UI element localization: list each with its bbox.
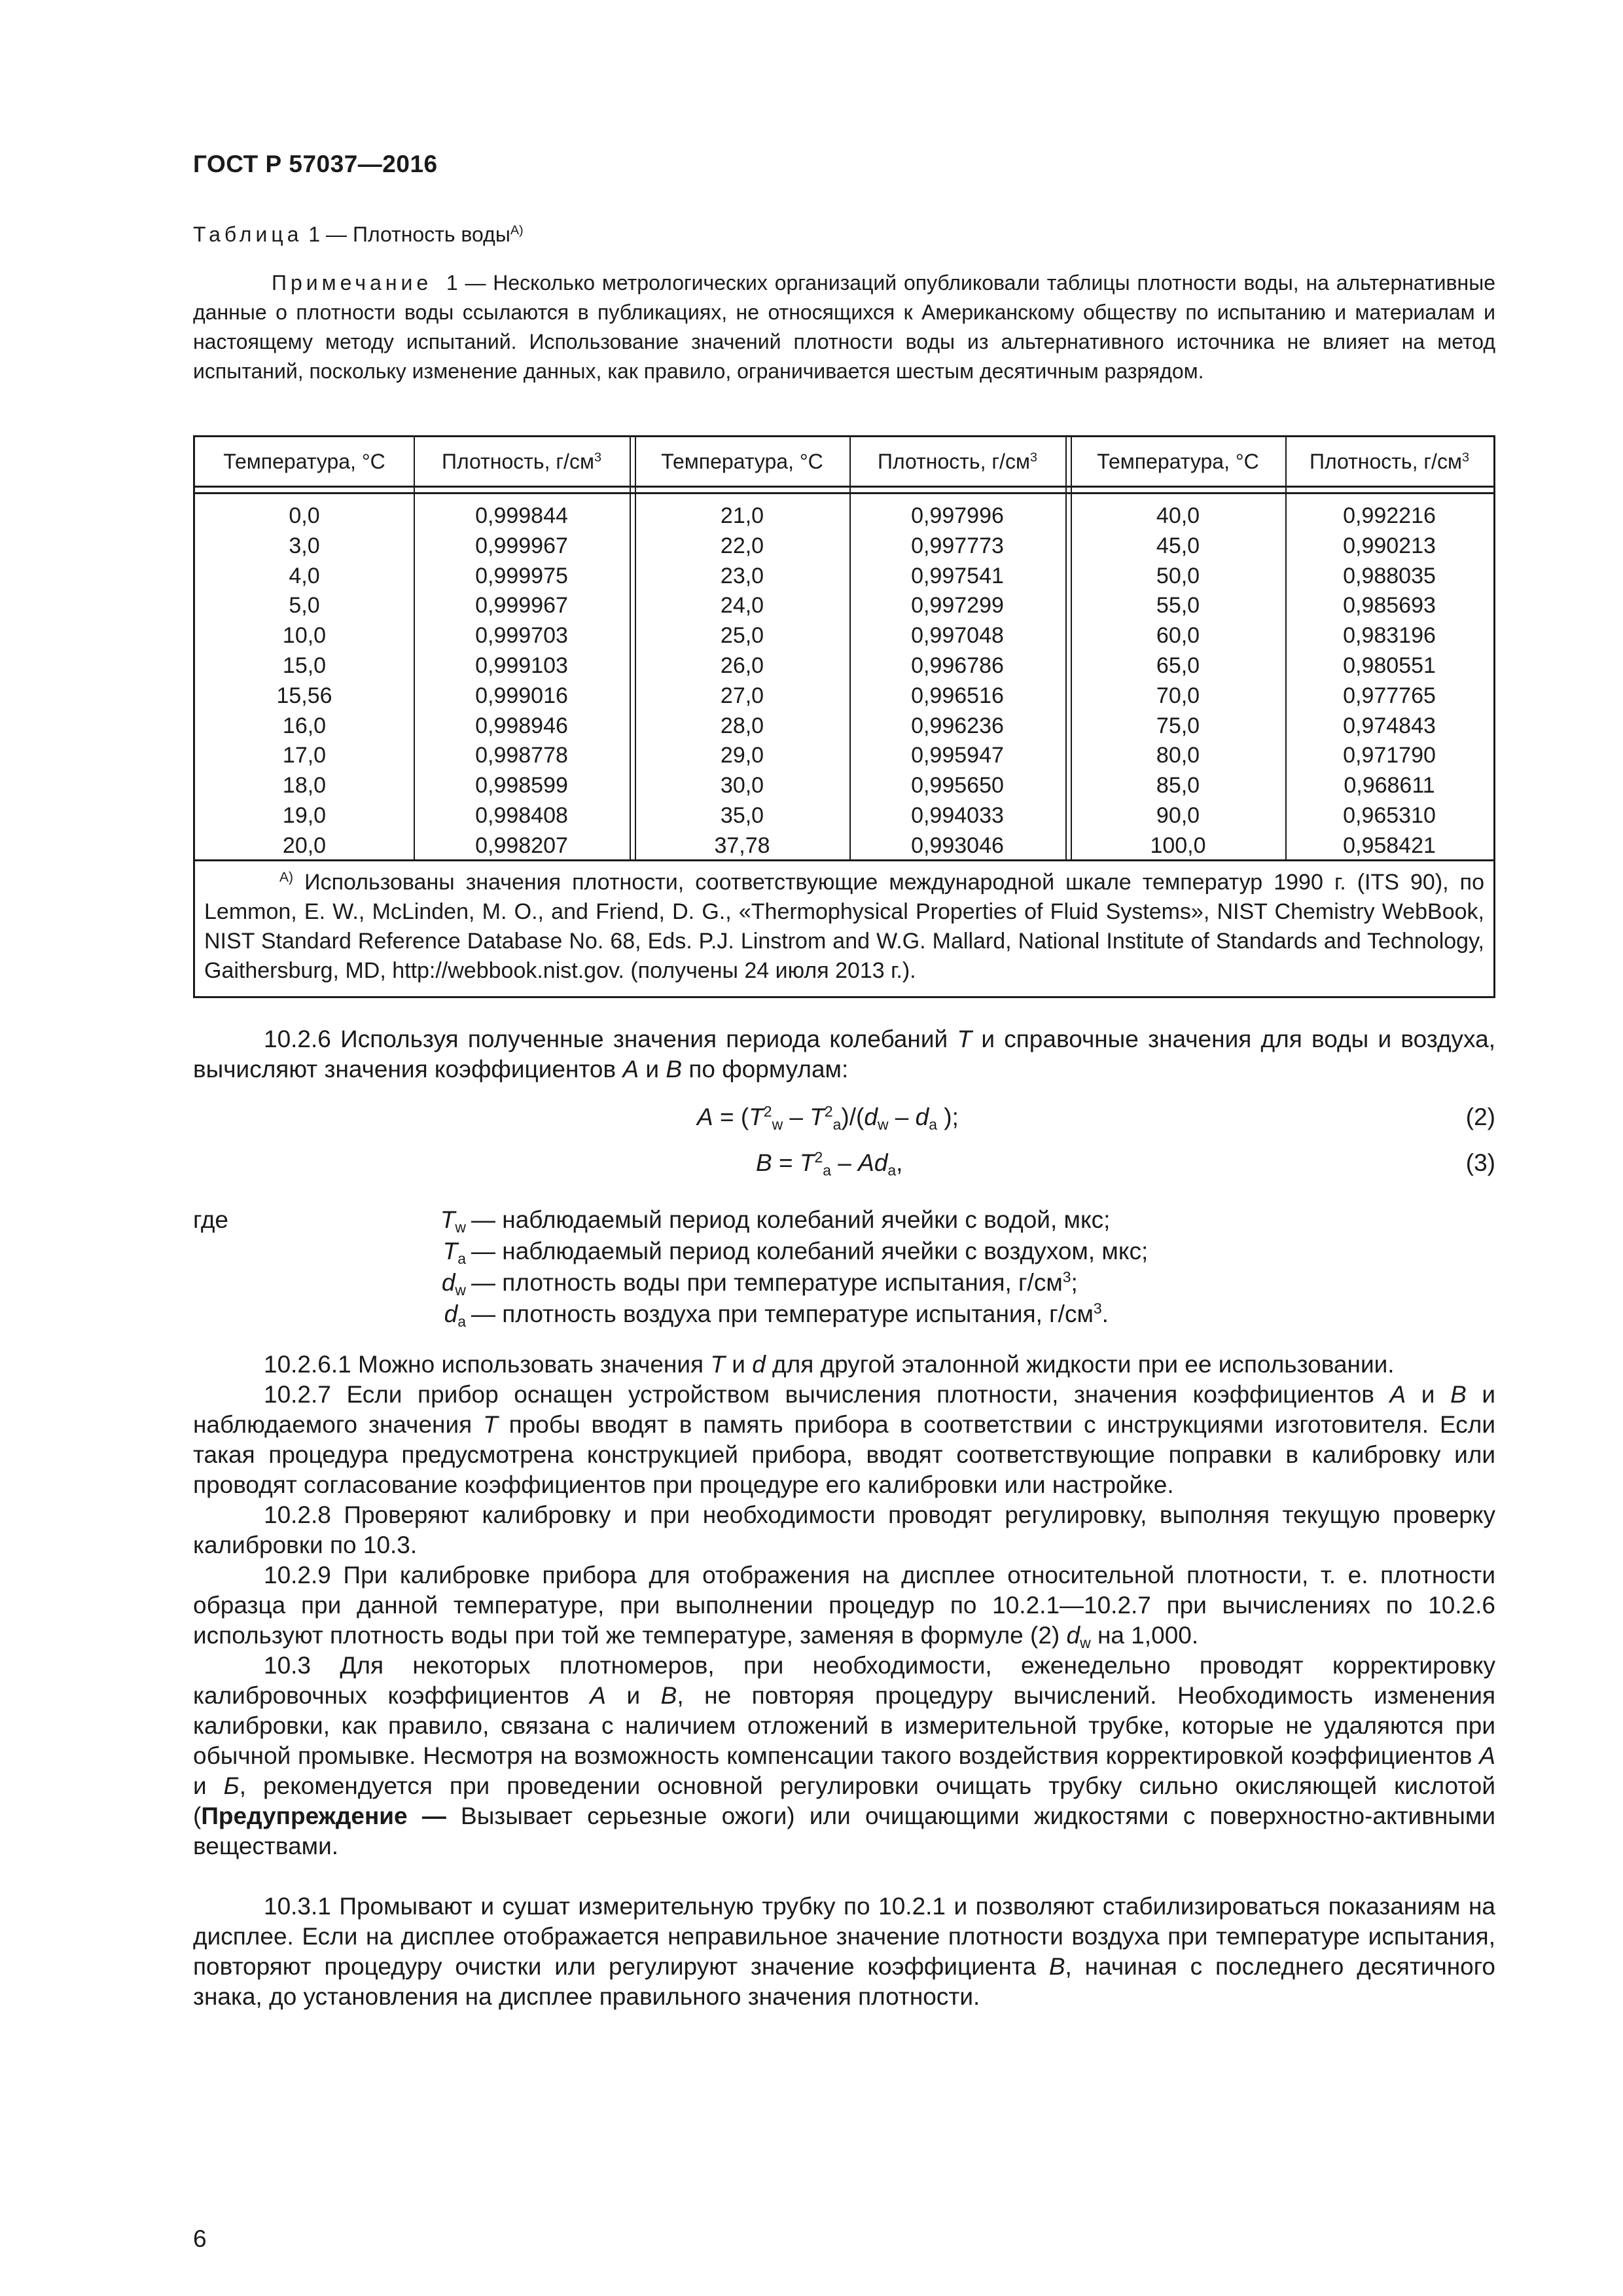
header-density-1: Плотность, $г/см^3$ — [442, 450, 601, 473]
formula-2-number: (2) — [1465, 1103, 1495, 1130]
paragraph-10-2-6: 10.2.6 Используя полученные значения периода колебаний T и справочные значения для воды и воздуха, вычисляют значения коэффициентов A и B по формулам: — [193, 1026, 1496, 1083]
table-note — [193, 268, 1495, 386]
definition-row: $T_a$ — наблюдаемый период колебаний ячейки с воздухом, мкс; — [442, 1238, 1149, 1267]
paragraph-10-2-7: 10.2.7 Если прибор оснащен устройством вычисления плотности, значения коэффициентов A и B и наблюдаемого значения T пробы вводят в память прибора в соответствии с инструкциями изготовителя. Если такая процедура предусмотрена конструкцией прибора, вводят соответствующие поправки в калибровку или проводят согласование коэффициентов при процедуре его калибровки или настройке. — [193, 1381, 1496, 1498]
definition-row: $d_a$ — плотность воздуха при температуре испытания, $г/см^3$. — [444, 1300, 1109, 1330]
formula-3: $B = T^2_a - Ad_a$, — [756, 1149, 903, 1179]
density-column-2: 0,997996 0,997773 0,997541 0,997299 0,997048 0,996786 0,996516 0,996236 0,995947 0,995650 0,994033 0,993046 — [911, 503, 1004, 858]
temp-column-3: 40,0 45,0 50,0 55,0 60,0 65,0 70,0 75,0 80,0 85,0 90,0 100,0 — [1150, 503, 1206, 858]
header-double-line — [195, 492, 1493, 494]
table-caption-number: 1 — [308, 223, 321, 246]
table-footnote — [204, 868, 1484, 986]
document-header: ГОСТ Р 57037—2016 — [193, 151, 438, 177]
page-number: 6 — [193, 2225, 207, 2252]
definition-row: $d_w$ — плотность воды при температуре испытания, $г/см^3$; — [441, 1268, 1078, 1299]
definitions-where: где — [193, 1206, 229, 1233]
paragraph-10-2-9: 10.2.9 При калибровке прибора для отображения на дисплее относительной плотности, т. е. плотности образца при данной температуре, при выполнении процедур по 10.2.1—10.2.7 при вычислениях по 10.2.6 используют плотность воды при той же температуре, заменяя в формуле (2) $d_w$ на 1,000. — [193, 1562, 1495, 1651]
table-caption-title: — Плотность воды — [326, 223, 510, 246]
paragraph-10-2-6-1: 10.2.6.1 Можно использовать значения T и d для другой эталонной жидкости при ее использовании. — [264, 1351, 1395, 1378]
density-column-1: 0,999844 0,999967 0,999975 0,999967 0,999703 0,999103 0,999016 0,998946 0,998778 0,998599 0,998408 0,998207 — [475, 503, 568, 858]
temp-column-1: 0,0 3,0 4,0 5,0 10,0 15,0 15,56 16,0 17,0 18,0 19,0 20,0 — [276, 503, 332, 858]
note-number: 1 — [446, 271, 458, 295]
header-temp-3: Температура, °С — [1097, 450, 1259, 473]
header-density-2: Плотность, $г/см^3$ — [878, 450, 1037, 473]
header-temp-2: Температура, °С — [661, 450, 823, 473]
paragraph-10-3: 10.3 Для некоторых плотномеров, при необходимости, еженедельно проводят корректировку калибровочных коэффициентов A и B, не повторяя процедуру вычислений. Необходимость изменения калибровки, как правило, связана с наличием отложений в измерительной трубке, которые не удаляются при обычной промывке. Несмотря на возможность компенсации такого воздействия корректировкой коэффициентов A и Б, рекомендуется при проведении основной регулировки очищать трубку сильно окисляющей кислотой (Предупреждение — Вызывает серьезные ожоги) или очищающими жидкостями с поверхностно-активными веществами. — [193, 1652, 1495, 1859]
footnote-mark: A) — [279, 870, 294, 886]
table-caption — [193, 223, 524, 247]
formula-3-number: (3) — [1465, 1149, 1495, 1176]
water-density-table — [193, 435, 1495, 998]
header-density-3: Плотность, $г/см^3$ — [1310, 450, 1469, 473]
density-column-3: 0,992216 0,990213 0,988035 0,985693 0,983196 0,980551 0,977765 0,974843 0,971790 0,968611 0,965310 0,958421 — [1343, 503, 1436, 858]
table-caption-mark: A) — [510, 223, 524, 238]
table-caption-label: Таблица — [193, 223, 303, 246]
paragraph-10-3-1: 10.3.1 Промывают и сушат измерительную трубку по 10.2.1 и позволяют стабилизироваться показаниям на дисплее. Если на дисплее отображается неправильное значение плотности воздуха при температуре испытания, повторяют процедуру очистки или регулируют значение коэффициента B, начиная с последнего десятичного знака, до установления на дисплее правильного значения плотности. — [193, 1893, 1495, 2010]
footnote-divider — [195, 859, 1493, 861]
note-text: — Несколько метрологических организаций опубликовали таблицы плотности воды, на альтернативные данные о плотности воды ссылаются в публикациях, не относящихся к Американскому обществу по испытанию и материалам и настоящему методу испытаний. Использование значений плотности воды из альтернативного источника не влияет на метод испытаний, поскольку изменение данных, как правило, ограничивается шестым десятичным разрядом. — [193, 271, 1496, 383]
formula-2: $A = (T^2_w - T^2_a)/(d_w - d_a$ ); — [697, 1103, 959, 1133]
symbol-definitions — [193, 1204, 1495, 1330]
footnote-text: Использованы значения плотности, соответствующие международной шкале температур 1990 г. (ITS 90), по Lemmon, E. W., McLinden, M. O., and Friend, D. G., «Thermophysical Properties of Fluid Systems», NIST Chemistry WebBook, NIST Standard Reference Database No. 68, Eds. P.J. Linstrom and W.G. Mallard, National Institute of Standards and Technology, Gaithersburg, MD, http://webbook.nist.gov. (получены 24 июля 2013 г.). — [204, 870, 1485, 983]
header-temp-1: Температура, °С — [223, 450, 385, 473]
definition-row: где $T_w$ — наблюдаемый период колебаний ячейки с водой, мкс; — [193, 1204, 1495, 1236]
temp-column-2: 21,0 22,0 23,0 24,0 25,0 26,0 27,0 28,0 29,0 30,0 35,0 37,78 — [714, 503, 770, 858]
paragraph-10-2-8: 10.2.8 Проверяют калибровку и при необходимости проводят регулировку, выполняя текущую проверку калибровки по 10.3. — [193, 1501, 1495, 1558]
table-header — [195, 437, 1493, 488]
note-label: Примечание — [272, 271, 433, 295]
